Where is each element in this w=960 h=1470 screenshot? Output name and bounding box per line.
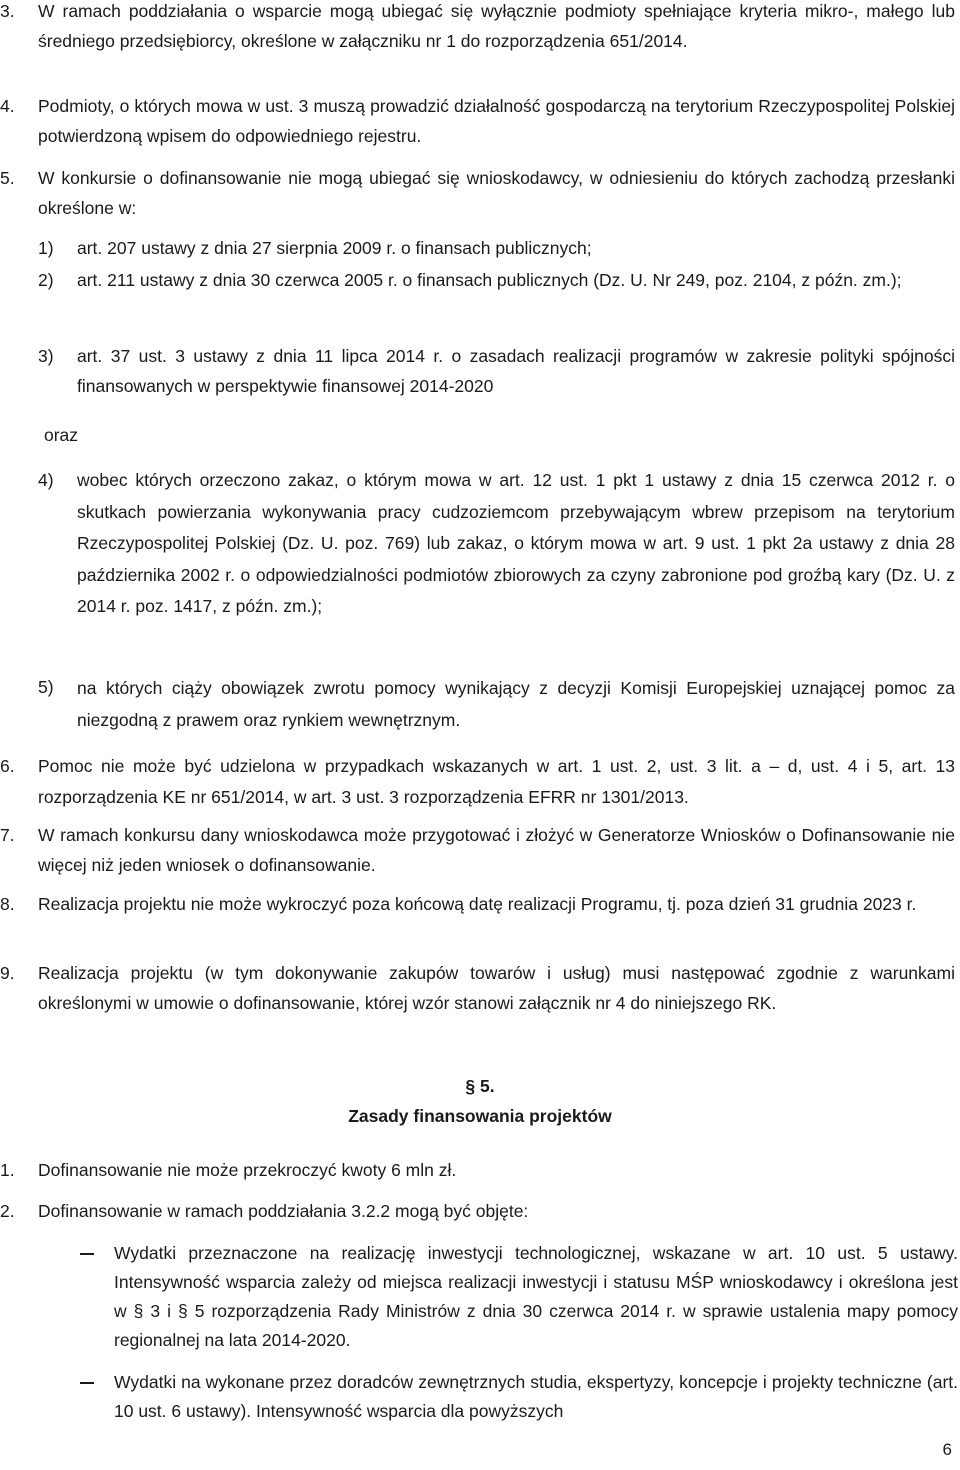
list-item-3 (0, 0, 955, 56)
dash-bullet-icon (80, 1382, 94, 1384)
item-text: Realizacja projektu (w tym dokonywanie zakupów towarów i usług) musi następować zgodnie z warunkami określonymi w umowie o dofinansowanie, której wzór stanowi załącznik nr 4 do niniejszego RK. (38, 963, 955, 1013)
sub-item-2 (38, 265, 955, 295)
item-text: Pomoc nie może być udzielona w przypadkach wskazanych w art. 1 ust. 2, ust. 3 lit. a – d, ust. 4 i 5, art. 13 rozporządzenia KE nr 651/2014, w art. 3 ust. 3 rozporządzenia EFRR nr 1301/2013. (38, 756, 955, 807)
list-item-9 (0, 958, 955, 1018)
item-number: 2. (0, 1201, 15, 1221)
fin-item-1 (0, 1155, 955, 1185)
item-number: 3. (0, 1, 15, 21)
list-item-4 (0, 91, 955, 151)
list-item-8 (0, 889, 955, 919)
sub-item-number: 3) (38, 346, 54, 366)
sub-item-5 (38, 672, 955, 736)
sub-item-number: 2) (38, 270, 54, 290)
item-number: 7. (0, 825, 15, 845)
sub-item-3 (38, 341, 955, 401)
sub-item-text: art. 211 ustawy z dnia 30 czerwca 2005 r. o finansach publicznych (Dz. U. Nr 249, poz. 2104, z późn. zm.); (77, 270, 902, 290)
dash-item-1 (80, 1239, 958, 1355)
item-number: 5. (0, 168, 15, 188)
item-number: 1. (0, 1160, 15, 1180)
oraz-connector: oraz (44, 425, 79, 445)
section-number: § 5. (465, 1076, 495, 1096)
list-item-6 (0, 751, 955, 813)
item-number: 9. (0, 963, 15, 983)
sub-item-number: 4) (38, 470, 54, 490)
sub-item-text: art. 207 ustawy z dnia 27 sierpnia 2009 r. o finansach publicznych; (77, 238, 592, 258)
item-text: Dofinansowanie nie może przekroczyć kwoty 6 mln zł. (38, 1160, 457, 1180)
section-title: Zasady finansowania projektów (348, 1106, 612, 1126)
sub-item-text: wobec których orzeczono zakaz, o którym mowa w art. 12 ust. 1 pkt 1 ustawy z dnia 15 czerwca 2012 r. o skutkach powierzania wykonywania pracy cudzoziemcom przebywającym wbrew przepisom na terytorium Rzeczypospolitej Polskiej (Dz. U. poz. 769) lub zakaz, o którym mowa w art. 9 ust. 1 pkt 2a ustawy z dnia 28 października 2002 r. o odpowiedzialności podmiotów zbiorowych za czyny zabronione pod groźbą kary (Dz. U. z 2014 r. poz. 1417, z późn. zm.); (77, 470, 955, 616)
item-text: W ramach poddziałania o wsparcie mogą ubiegać się wyłącznie podmioty spełniające kryteria mikro-, małego lub średniego przedsiębiorcy, określone w załączniku nr 1 do rozporządzenia 651/2014. (38, 1, 955, 51)
item-text: Dofinansowanie w ramach poddziałania 3.2.2 mogą być objęte: (38, 1201, 529, 1221)
item-number: 6. (0, 756, 15, 776)
fin-item-2 (0, 1196, 955, 1226)
dash-bullet-icon (80, 1253, 94, 1255)
list-item-7 (0, 820, 955, 880)
sub-item-number: 5) (38, 677, 54, 697)
item-number: 4. (0, 96, 15, 116)
item-text: Podmioty, o których mowa w ust. 3 muszą prowadzić działalność gospodarczą na terytorium Rzeczypospolitej Polskiej potwierdzoną wpisem do odpowiedniego rejestru. (38, 96, 955, 146)
item-text: W konkursie o dofinansowanie nie mogą ubiegać się wnioskodawcy, w odniesieniu do których zachodzą przesłanki określone w: (38, 168, 955, 218)
item-text: Realizacja projektu nie może wykroczyć poza końcową datę realizacji Programu, tj. poza dzień 31 grudnia 2023 r. (38, 894, 917, 914)
dash-item-2 (80, 1368, 958, 1426)
dash-item-text: Wydatki przeznaczone na realizację inwestycji technologicznej, wskazane w art. 10 ust. 5 ustawy. Intensywność wsparcia zależy od miejsca realizacji inwestycji i statusu MŚP wnioskodawcy i określona jest w § 3 i § 5 rozporządzenia Rady Ministrów z dnia 30 czerwca 2014 r. w sprawie ustalenia mapy pomocy regionalnej na lata 2014-2020. (114, 1243, 958, 1350)
item-number: 8. (0, 894, 15, 914)
sub-item-text: art. 37 ust. 3 ustawy z dnia 11 lipca 2014 r. o zasadach realizacji programów w zakresie polityki spójności finansowanych w perspektywie finansowej 2014-2020 (77, 346, 955, 396)
dash-item-text: Wydatki na wykonane przez doradców zewnętrznych studia, ekspertyzy, koncepcje i projekty techniczne (art. 10 ust. 6 ustawy). Intensywność wsparcia dla powyższych (114, 1372, 958, 1421)
item-text: W ramach konkursu dany wnioskodawca może przygotować i złożyć w Generatorze Wniosków o Dofinansowanie nie więcej niż jeden wniosek o dofinansowanie. (38, 825, 955, 875)
sub-item-1 (38, 233, 955, 263)
page-number: 6 (942, 1440, 952, 1459)
sub-item-number: 1) (38, 238, 54, 258)
sub-item-4 (38, 465, 955, 623)
sub-item-text: na których ciąży obowiązek zwrotu pomocy wynikający z decyzji Komisji Europejskiej uznającej pomoc za niezgodną z prawem oraz rynkiem wewnętrznym. (77, 678, 955, 730)
list-item-5 (0, 163, 955, 223)
